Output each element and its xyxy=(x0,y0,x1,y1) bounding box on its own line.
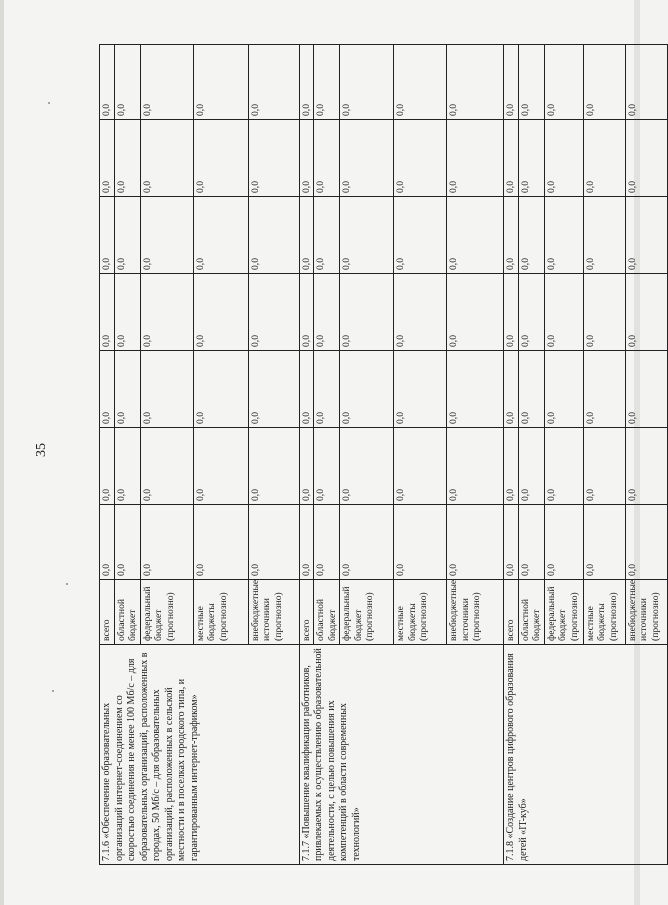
value-cell: 0,0 xyxy=(299,351,314,428)
funding-source-cell: внебюджетные источники (прогнозно) xyxy=(248,580,299,645)
value-cell: 0,0 xyxy=(340,428,394,505)
value-cell: 0,0 xyxy=(100,197,115,274)
value-cell: 0,0 xyxy=(394,197,447,274)
value-cell: 0,0 xyxy=(299,197,314,274)
value-cell: 0,0 xyxy=(114,428,140,505)
value-cell: 0,0 xyxy=(314,505,340,580)
value-cell: 0,0 xyxy=(314,45,340,120)
value-cell: 0,0 xyxy=(340,120,394,197)
value-cell: 0,0 xyxy=(583,428,625,505)
value-cell: 0,0 xyxy=(625,351,667,428)
funding-source-cell: всего xyxy=(100,580,115,645)
measure-name-cell: 7.1.8 «Создание центров цифрового образования детей «IT-куб» xyxy=(504,645,668,865)
value-cell: 0,0 xyxy=(504,505,519,580)
value-cell: 0,0 xyxy=(544,197,583,274)
value-cell: 0,0 xyxy=(544,274,583,351)
value-cell: 0,0 xyxy=(140,120,193,197)
value-cell: 0,0 xyxy=(447,120,504,197)
value-cell: 0,0 xyxy=(625,428,667,505)
funding-source-cell: федеральный бюджет (прогнозно) xyxy=(340,580,394,645)
value-cell: 0,0 xyxy=(340,274,394,351)
funding-source-cell: внебюджетные источники (прогнозно) xyxy=(447,580,504,645)
value-cell: 0,0 xyxy=(114,45,140,120)
value-cell: 0,0 xyxy=(544,505,583,580)
scan-speck xyxy=(66,583,68,585)
value-cell: 0,0 xyxy=(299,505,314,580)
value-cell: 0,0 xyxy=(625,120,667,197)
budget-table xyxy=(99,44,668,865)
value-cell: 0,0 xyxy=(340,351,394,428)
funding-source-cell: областной бюджет xyxy=(114,580,140,645)
value-cell: 0,0 xyxy=(625,197,667,274)
page-number: 35 xyxy=(34,443,49,457)
scan-edge-left xyxy=(0,0,4,905)
value-cell: 0,0 xyxy=(100,274,115,351)
value-cell: 0,0 xyxy=(193,505,248,580)
value-cell: 0,0 xyxy=(340,197,394,274)
value-cell: 0,0 xyxy=(504,351,519,428)
value-cell: 0,0 xyxy=(299,428,314,505)
value-cell: 0,0 xyxy=(518,274,544,351)
value-cell: 0,0 xyxy=(504,45,519,120)
value-cell: 0,0 xyxy=(314,274,340,351)
value-cell: 0,0 xyxy=(625,45,667,120)
value-cell: 0,0 xyxy=(625,505,667,580)
value-cell: 0,0 xyxy=(100,505,115,580)
value-cell: 0,0 xyxy=(394,428,447,505)
value-cell: 0,0 xyxy=(314,428,340,505)
value-cell: 0,0 xyxy=(544,120,583,197)
funding-source-cell: областной бюджет xyxy=(314,580,340,645)
value-cell: 0,0 xyxy=(314,120,340,197)
value-cell: 0,0 xyxy=(100,120,115,197)
value-cell: 0,0 xyxy=(447,45,504,120)
rotated-content xyxy=(34,45,661,865)
value-cell: 0,0 xyxy=(140,428,193,505)
value-cell: 0,0 xyxy=(193,274,248,351)
value-cell: 0,0 xyxy=(625,274,667,351)
value-cell: 0,0 xyxy=(114,505,140,580)
value-cell: 0,0 xyxy=(447,197,504,274)
value-cell: 0,0 xyxy=(140,45,193,120)
value-cell: 0,0 xyxy=(248,45,299,120)
funding-source-cell: федеральный бюджет (прогнозно) xyxy=(544,580,583,645)
value-cell: 0,0 xyxy=(193,428,248,505)
value-cell: 0,0 xyxy=(518,428,544,505)
value-cell: 0,0 xyxy=(248,120,299,197)
value-cell: 0,0 xyxy=(518,351,544,428)
scan-speck xyxy=(48,102,50,104)
value-cell: 0,0 xyxy=(504,428,519,505)
value-cell: 0,0 xyxy=(504,274,519,351)
value-cell: 0,0 xyxy=(140,197,193,274)
value-cell: 0,0 xyxy=(518,505,544,580)
value-cell: 0,0 xyxy=(583,351,625,428)
value-cell: 0,0 xyxy=(583,45,625,120)
value-cell: 0,0 xyxy=(248,351,299,428)
scan-speck xyxy=(52,690,54,692)
table-row xyxy=(299,45,314,865)
value-cell: 0,0 xyxy=(114,274,140,351)
value-cell: 0,0 xyxy=(583,274,625,351)
value-cell: 0,0 xyxy=(447,428,504,505)
value-cell: 0,0 xyxy=(544,351,583,428)
value-cell: 0,0 xyxy=(114,351,140,428)
value-cell: 0,0 xyxy=(504,197,519,274)
value-cell: 0,0 xyxy=(314,197,340,274)
value-cell: 0,0 xyxy=(100,428,115,505)
table-row xyxy=(504,45,519,865)
value-cell: 0,0 xyxy=(114,197,140,274)
value-cell: 0,0 xyxy=(583,505,625,580)
value-cell: 0,0 xyxy=(340,45,394,120)
measure-name-cell: 7.1.6 «Обеспечение образовательных организаций интернет-соединением со скоростью соединения не менее 100 Мб/с – для образовательных организаций, расположенных в городах, 50 Мб/с – для образовательных организаций, расположенных в сельской местности и в поселках городского типа, и гарантированным интернет-трафиком» xyxy=(100,645,300,865)
value-cell: 0,0 xyxy=(299,45,314,120)
value-cell: 0,0 xyxy=(447,274,504,351)
funding-source-cell: федеральный бюджет (прогнозно) xyxy=(140,580,193,645)
value-cell: 0,0 xyxy=(248,505,299,580)
funding-source-cell: местные бюджеты (прогнозно) xyxy=(583,580,625,645)
value-cell: 0,0 xyxy=(314,351,340,428)
value-cell: 0,0 xyxy=(518,197,544,274)
value-cell: 0,0 xyxy=(100,351,115,428)
value-cell: 0,0 xyxy=(544,45,583,120)
value-cell: 0,0 xyxy=(193,120,248,197)
funding-source-cell: местные бюджеты (прогнозно) xyxy=(193,580,248,645)
value-cell: 0,0 xyxy=(394,120,447,197)
value-cell: 0,0 xyxy=(100,45,115,120)
value-cell: 0,0 xyxy=(518,45,544,120)
measure-name-cell: 7.1.7 «Повышение квалификации работников, привлекаемых к осуществлению образовательной деятельности, с целью повышения их компетенций в области современных технологий» xyxy=(299,645,504,865)
value-cell: 0,0 xyxy=(340,505,394,580)
value-cell: 0,0 xyxy=(114,120,140,197)
value-cell: 0,0 xyxy=(394,274,447,351)
table-body xyxy=(100,45,668,865)
value-cell: 0,0 xyxy=(140,505,193,580)
funding-source-cell: областной бюджет xyxy=(518,580,544,645)
value-cell: 0,0 xyxy=(447,505,504,580)
value-cell: 0,0 xyxy=(299,120,314,197)
table-row xyxy=(100,45,115,865)
value-cell: 0,0 xyxy=(583,120,625,197)
value-cell: 0,0 xyxy=(248,274,299,351)
value-cell: 0,0 xyxy=(140,274,193,351)
funding-source-cell: внебюджетные источники (прогнозно) xyxy=(625,580,667,645)
value-cell: 0,0 xyxy=(394,351,447,428)
value-cell: 0,0 xyxy=(518,120,544,197)
value-cell: 0,0 xyxy=(394,45,447,120)
value-cell: 0,0 xyxy=(140,351,193,428)
value-cell: 0,0 xyxy=(193,351,248,428)
value-cell: 0,0 xyxy=(583,197,625,274)
value-cell: 0,0 xyxy=(394,505,447,580)
funding-source-cell: всего xyxy=(504,580,519,645)
value-cell: 0,0 xyxy=(248,428,299,505)
funding-source-cell: местные бюджеты (прогнозно) xyxy=(394,580,447,645)
value-cell: 0,0 xyxy=(504,120,519,197)
value-cell: 0,0 xyxy=(447,351,504,428)
funding-source-cell: всего xyxy=(299,580,314,645)
value-cell: 0,0 xyxy=(248,197,299,274)
value-cell: 0,0 xyxy=(193,45,248,120)
value-cell: 0,0 xyxy=(544,428,583,505)
value-cell: 0,0 xyxy=(299,274,314,351)
value-cell: 0,0 xyxy=(193,197,248,274)
